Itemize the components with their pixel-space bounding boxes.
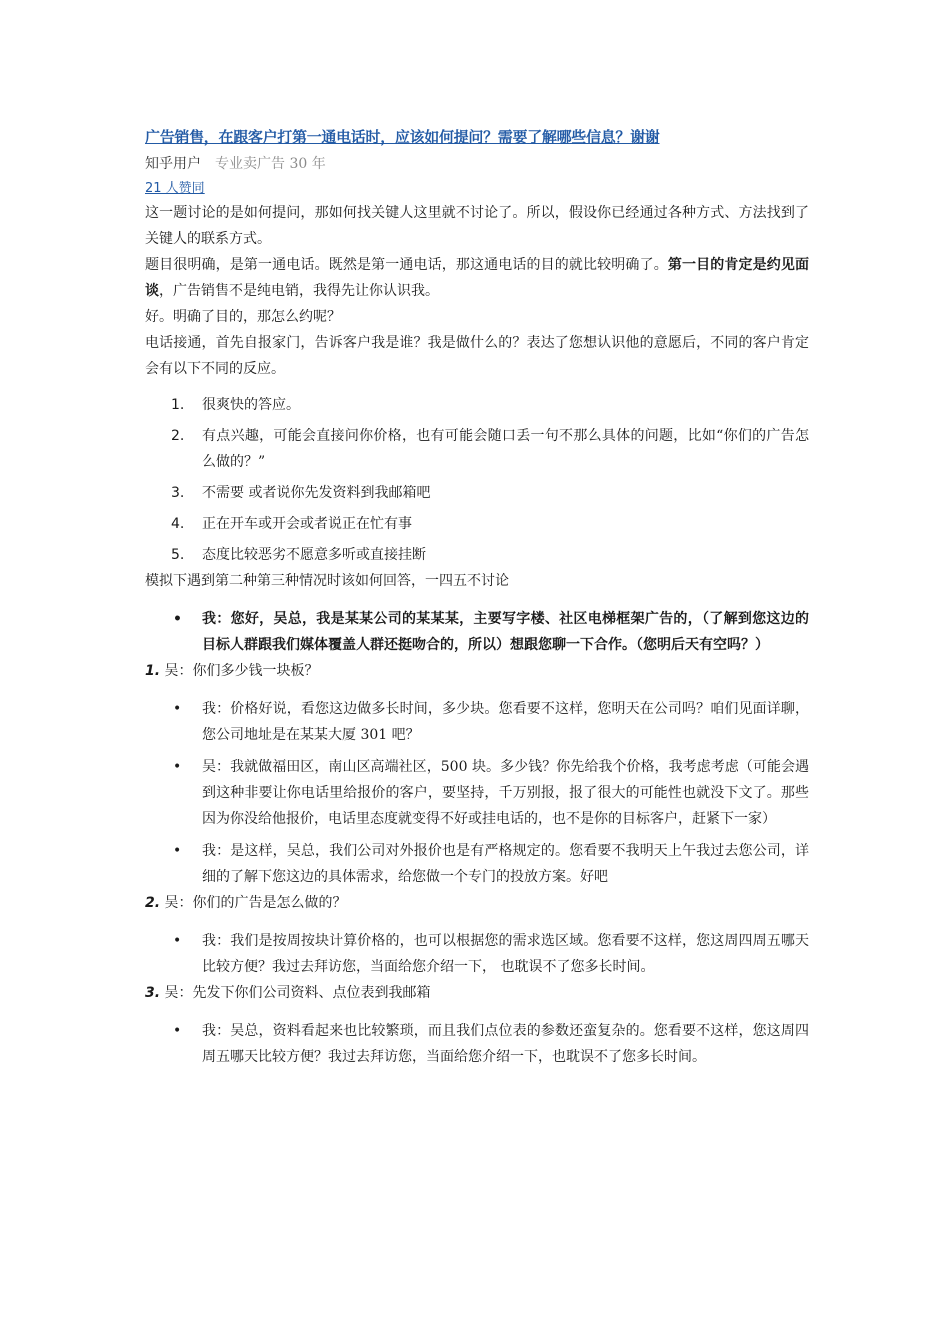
author-bio: 专业卖广告 30 年 — [215, 156, 326, 172]
reply-text: 我：吴总，资料看起来也比较繁琐，而且我们点位表的参数还蛮复杂的。您看要不这样，您这周四周五哪天比较方便？我过去拜访您，当面给您介绍一下，也耽误不了您多长时间。 — [202, 1023, 809, 1065]
reply-text: 吴：我就做福田区，南山区高端社区，500 块。多少钱？你先给我个价格，我考虑考虑（可能会遇到这种非要让你电话里给报价的客户，要坚持，千万别报，报了很大的可能性也就没下文了。那些因为你没给他报价，电话里态度就变得不好或挂电话的，也不是你的目标客户，赶紧下一家） — [202, 759, 809, 827]
list-item-text: 不需要 或者说你先发资料到我邮箱吧 — [202, 485, 431, 501]
reply-list-1 — [145, 696, 809, 890]
question-1 — [145, 658, 809, 684]
paragraph-reactions-intro: 电话接通，首先自报家门，告诉客户我是谁？我是做什么的？表达了您想认识他的意愿后，不同的客户肯定会有以下不同的反应。 — [145, 335, 809, 377]
question-number: 3. — [145, 985, 161, 1001]
list-item — [145, 392, 809, 418]
paragraph-purpose — [145, 252, 809, 304]
list-item-text: 很爽快的答应。 — [202, 397, 300, 413]
author-line — [145, 151, 809, 177]
paragraph-how: 好。明确了目的，那怎么约呢？ — [145, 309, 341, 325]
list-item — [145, 542, 809, 568]
list-item — [145, 696, 809, 748]
list-item — [145, 754, 809, 832]
question-number: 1. — [145, 663, 161, 679]
bullet-dot: • — [173, 611, 182, 627]
bullet-dot: • — [173, 759, 182, 775]
question-number: 2. — [145, 895, 161, 911]
list-number: 1. — [171, 397, 185, 413]
paragraph-premise: 这一题讨论的是如何提问，那如何找关键人这里就不讨论了。所以，假设你已经通过各种方式、方法找到了关键人的联系方式。 — [145, 205, 809, 247]
reply-list-3 — [145, 1018, 809, 1070]
question-2 — [145, 890, 809, 916]
list-item — [145, 928, 809, 980]
list-item — [145, 838, 809, 890]
reply-text: 我：我们是按周按块计算价格的，也可以根据您的需求选区域。您看要不这样，您这周四周五哪天比较方便？我过去拜访您，当面给您介绍一下， 也耽误不了您多长时间。 — [202, 933, 809, 975]
question-text: 吴：你们多少钱一块板？ — [164, 663, 319, 679]
purpose-highlight: 第一目的肯定是约见面谈 — [145, 257, 810, 299]
list-number: 3. — [171, 485, 185, 501]
list-item-text: 有点兴趣，可能会直接问你价格，也有可能会随口丢一句不那么具体的问题，比如“你们的广告怎么做的？” — [202, 428, 809, 470]
vote-count-link[interactable]: 21 人赞同 — [145, 181, 205, 196]
list-number: 5. — [171, 547, 185, 563]
list-item — [145, 1018, 809, 1070]
question-title-link[interactable]: 广告销售，在跟客户打第一通电话时，应该如何提问？需要了解哪些信息？谢谢 — [145, 128, 660, 146]
purpose-text-end: ，广告销售不是纯电销，我得先让你认识我。 — [159, 283, 439, 299]
list-item-text: 正在开车或开会或者说正在忙有事 — [202, 516, 412, 532]
question-text: 吴：你们的广告是怎么做的？ — [164, 895, 347, 911]
reply-text: 我：是这样，吴总，我们公司对外报价也是有严格规定的。您看要不我明天上午我过去您公司，详细的了解下您这边的具体需求，给您做一个专门的投放方案。好吧 — [202, 843, 809, 885]
purpose-text-start: 题目很明确，是第一通电话。既然是第一通电话，那这通电话的目的就比较明确了。 — [145, 257, 668, 273]
reaction-list — [145, 392, 809, 568]
bullet-dot: • — [173, 933, 182, 949]
list-item — [145, 511, 809, 537]
opening-line — [145, 606, 809, 658]
bullet-dot: • — [173, 843, 182, 859]
list-number: 2. — [171, 428, 185, 444]
question-text: 吴：先发下你们公司资料、点位表到我邮箱 — [164, 985, 431, 1001]
opening-text: 我：您好，吴总，我是某某公司的某某某，主要写字楼、社区电梯框架广告的，（了解到您这边的目标人群跟我们媒体覆盖人群还挺吻合的，所以）想跟您聊一下合作。（您明后天有空吗？） — [202, 611, 809, 653]
author-name[interactable]: 知乎用户 — [145, 156, 201, 172]
opening-list — [145, 606, 809, 658]
list-item — [145, 480, 809, 506]
bullet-dot: • — [173, 1023, 182, 1039]
bullet-dot: • — [173, 701, 182, 717]
simulation-intro: 模拟下遇到第二种第三种情况时该如何回答，一四五不讨论 — [145, 573, 509, 589]
list-item — [145, 423, 809, 475]
list-item-text: 态度比较恶劣不愿意多听或直接挂断 — [202, 547, 426, 563]
answer-page — [145, 124, 809, 1070]
reply-text: 我：价格好说，看您这边做多长时间，多少块。您看要不这样，您明天在公司吗？咱们见面详聊，您公司地址是在某某大厦 301 吧？ — [202, 701, 809, 743]
list-number: 4. — [171, 516, 185, 532]
question-3 — [145, 980, 809, 1006]
reply-list-2 — [145, 928, 809, 980]
